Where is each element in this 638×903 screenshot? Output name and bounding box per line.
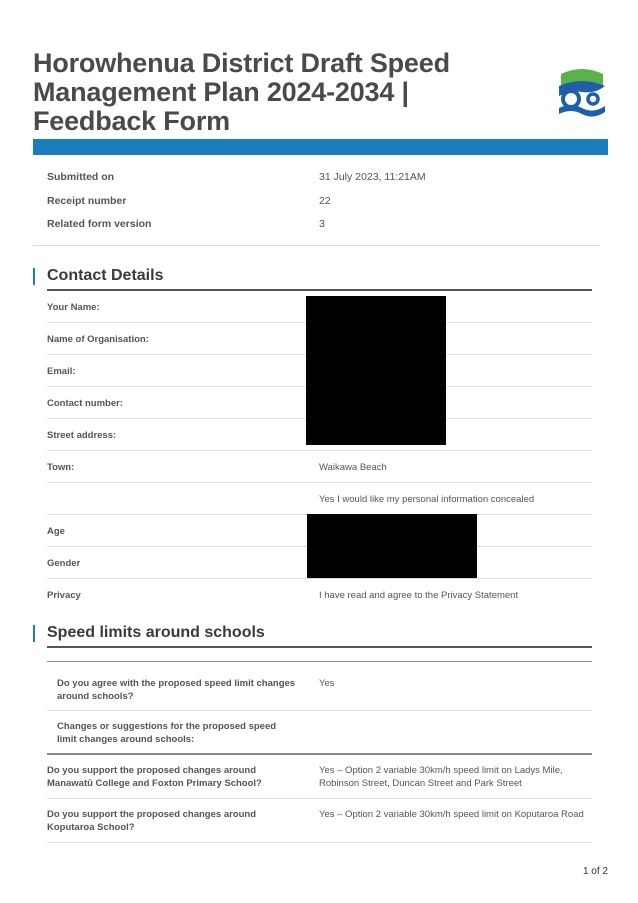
table-row [47, 755, 592, 799]
field-value: I have read and agree to the Privacy Statement [319, 590, 519, 601]
meta-value: 3 [319, 218, 325, 230]
meta-value: 31 July 2023, 11:21AM [319, 171, 426, 183]
section-title: Contact Details [47, 267, 164, 284]
field-label: Age [47, 526, 65, 537]
document-header [33, 49, 453, 136]
meta-row-version [33, 211, 600, 235]
redaction-block [307, 514, 477, 578]
section-accent [33, 625, 35, 642]
meta-label: Submitted on [47, 171, 115, 183]
table-row [47, 451, 592, 483]
page-title [33, 49, 453, 136]
answer-text: Yes [319, 678, 335, 689]
field-label: Your Name: [47, 302, 100, 313]
table-row [47, 799, 592, 843]
table-row [47, 579, 592, 610]
section-divider [47, 646, 592, 648]
meta-row-receipt [33, 188, 600, 212]
meta-value: 22 [319, 194, 331, 207]
section-title: Speed limits around schools [47, 624, 265, 641]
field-label: Town: [47, 462, 75, 473]
title-line-2: Management Plan 2024-2034 | [33, 77, 409, 107]
title-line-1: Horowhenua District Draft Speed [33, 48, 450, 78]
meta-label: Related form version [47, 218, 152, 230]
title-line-3: Feedback Form [33, 106, 230, 136]
field-label: Street address: [47, 430, 117, 441]
question-text: Changes or suggestions for the proposed speed limit changes around schools: [57, 721, 277, 745]
answer-text: Yes – Option 2 variable 30km/h speed limit on Koputaroa Road [319, 809, 584, 820]
submission-meta [33, 164, 600, 246]
field-label: Email: [47, 366, 76, 377]
question-text: Do you agree with the proposed speed limit changes around schools? [57, 678, 296, 702]
field-label: Name of Organisation: [47, 334, 149, 345]
header-accent-bar [33, 139, 608, 155]
question-text: Do you support the proposed changes around Manawatū College and Foxton Primary School? [47, 765, 262, 789]
meta-row-submitted [33, 164, 600, 188]
field-label: Contact number: [47, 398, 123, 409]
table-row [47, 711, 592, 755]
meta-label: Receipt number [47, 194, 127, 207]
table-row [47, 662, 592, 711]
section-accent [33, 268, 35, 285]
table-row [47, 483, 592, 515]
redaction-block [306, 296, 446, 445]
field-label: Privacy [47, 590, 81, 601]
field-value: Waikawa Beach [319, 462, 387, 473]
answer-text: Yes – Option 2 variable 30km/h speed limit on Ladys Mile, Robinson Street, Duncan Street and Park Street [319, 765, 563, 789]
field-label: Gender [47, 558, 81, 569]
council-logo-icon [555, 66, 609, 120]
question-text: Do you support the proposed changes around Koputaroa School? [47, 809, 257, 833]
field-value: Yes I would like my personal information concealed [319, 494, 535, 505]
schools-table [47, 661, 592, 843]
page-number: 1 of 2 [582, 866, 608, 877]
